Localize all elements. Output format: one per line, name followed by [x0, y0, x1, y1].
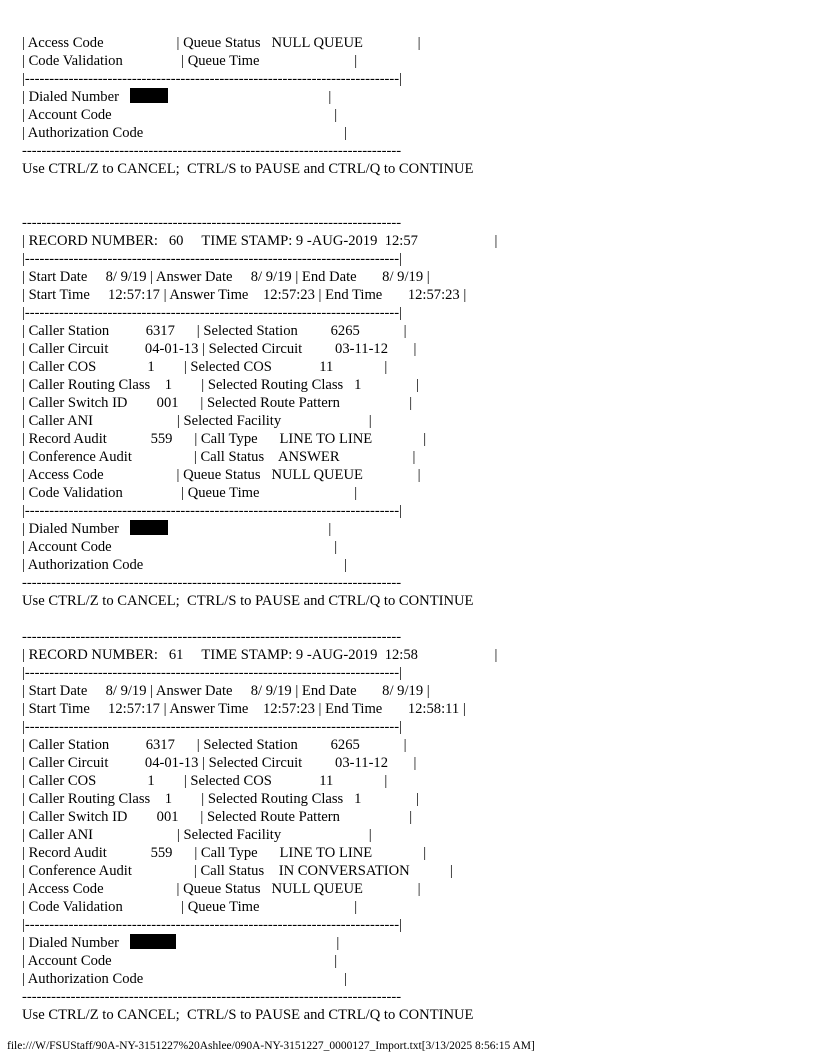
record-line — [22, 718, 402, 736]
redaction-box — [130, 934, 176, 949]
line-text: ------------------------------------------------------------------------------ — [22, 143, 402, 159]
line-text: | Account Code | — [22, 953, 338, 969]
line-text-tail: | — [175, 935, 340, 951]
line-text: | Record Audit 559 | Call Type LINE TO LINE | — [22, 431, 427, 447]
record-line — [22, 232, 497, 250]
record-line — [22, 124, 347, 142]
record-line — [22, 340, 416, 358]
line-text: | Dialed Number — [22, 89, 130, 105]
record-line — [22, 862, 453, 880]
record-line — [22, 898, 357, 916]
line-text: | Dialed Number — [22, 521, 130, 537]
record-line — [22, 736, 407, 754]
line-text: |-----------------------------------------------------------------------------| — [22, 71, 403, 87]
record-line — [22, 682, 430, 700]
record-line — [22, 880, 421, 898]
continue-prompt-line — [22, 592, 473, 610]
line-text: | Conference Audit | Call Status ANSWER | — [22, 449, 416, 465]
line-text: | Caller Circuit 04-01-13 | Selected Circuit 03-11-12 | — [22, 341, 417, 357]
line-text: |-----------------------------------------------------------------------------| — [22, 251, 403, 267]
record-line — [22, 646, 497, 664]
record-line — [22, 448, 415, 466]
line-text: ------------------------------------------------------------------------------ — [22, 989, 402, 1005]
record-line — [22, 358, 387, 376]
line-text: | Record Audit 559 | Call Type LINE TO LINE | — [22, 845, 427, 861]
line-text: | Code Validation | Queue Time | — [22, 485, 358, 501]
record-line — [22, 628, 401, 646]
line-text-tail: | — [167, 89, 332, 105]
record-line — [22, 970, 347, 988]
line-text: | RECORD NUMBER: 61 TIME STAMP: 9 -AUG-2019 12:58 | — [22, 647, 498, 663]
line-text: | Account Code | — [22, 539, 338, 555]
line-text: | Caller Switch ID 001 | Selected Route Pattern | — [22, 395, 413, 411]
file-path-footer: file:///W/FSUStaff/90A-NY-3151227%20Ashlee/090A-NY-3151227_0000127_Import.txt[3/13/2025 8:56:15 AM] — [7, 1040, 535, 1052]
line-text: | Access Code | Queue Status NULL QUEUE | — [22, 35, 421, 51]
line-text: | Authorization Code | — [22, 125, 347, 141]
line-text: |-----------------------------------------------------------------------------| — [22, 719, 403, 735]
line-text: | Start Time 12:57:17 | Answer Time 12:57:23 | End Time 12:57:23 | — [22, 287, 467, 303]
record-line — [22, 502, 402, 520]
line-text: |-----------------------------------------------------------------------------| — [22, 917, 403, 933]
record-line — [22, 52, 357, 70]
line-text: | Start Date 8/ 9/19 | Answer Date 8/ 9/19 | End Date 8/ 9/19 | — [22, 269, 430, 285]
record-line — [22, 286, 466, 304]
line-text: | Code Validation | Queue Time | — [22, 899, 358, 915]
line-text: | Access Code | Queue Status NULL QUEUE | — [22, 881, 421, 897]
line-text-tail: | — [167, 521, 332, 537]
record-line — [22, 574, 401, 592]
record-line — [22, 88, 331, 106]
line-text: ------------------------------------------------------------------------------ — [22, 215, 402, 231]
record-line — [22, 268, 430, 286]
continue-prompt-line — [22, 160, 473, 178]
record-line — [22, 412, 372, 430]
line-text: | Caller COS 1 | Selected COS 11 | — [22, 359, 388, 375]
continue-prompt-line — [22, 1006, 473, 1024]
line-text: | Caller Routing Class 1 | Selected Routing Class 1 | — [22, 377, 420, 393]
line-text: | Authorization Code | — [22, 971, 347, 987]
record-line — [22, 916, 402, 934]
record-line — [22, 952, 337, 970]
redaction-box — [130, 88, 168, 103]
record-line — [22, 214, 401, 232]
line-text: |-----------------------------------------------------------------------------| — [22, 503, 403, 519]
line-text: | Authorization Code | — [22, 557, 347, 573]
line-text: | Account Code | — [22, 107, 338, 123]
record-line — [22, 394, 412, 412]
record-line — [22, 538, 337, 556]
line-text: | Code Validation | Queue Time | — [22, 53, 358, 69]
record-line — [22, 754, 416, 772]
line-text: | Start Time 12:57:17 | Answer Time 12:57:23 | End Time 12:58:11 | — [22, 701, 466, 717]
record-line — [22, 520, 331, 538]
line-text: ------------------------------------------------------------------------------ — [22, 629, 402, 645]
line-text: | Dialed Number — [22, 935, 130, 951]
line-text: | Conference Audit | Call Status IN CONVERSATION | — [22, 863, 453, 879]
line-text: | Caller ANI | Selected Facility | — [22, 827, 372, 843]
line-text: | RECORD NUMBER: 60 TIME STAMP: 9 -AUG-2019 12:57 | — [22, 233, 498, 249]
record-line — [22, 556, 347, 574]
line-text: |-----------------------------------------------------------------------------| — [22, 665, 403, 681]
line-text: | Caller Circuit 04-01-13 | Selected Circuit 03-11-12 | — [22, 755, 417, 771]
record-line — [22, 466, 421, 484]
record-line — [22, 700, 466, 718]
redaction-box — [130, 520, 168, 535]
line-text: Use CTRL/Z to CANCEL; CTRL/S to PAUSE and CTRL/Q to CONTINUE — [22, 1007, 474, 1023]
line-text: | Access Code | Queue Status NULL QUEUE | — [22, 467, 421, 483]
record-line — [22, 34, 421, 52]
line-text: | Start Date 8/ 9/19 | Answer Date 8/ 9/19 | End Date 8/ 9/19 | — [22, 683, 430, 699]
line-text: | Caller Station 6317 | Selected Station 6265 | — [22, 737, 407, 753]
record-line — [22, 790, 419, 808]
line-text: Use CTRL/Z to CANCEL; CTRL/S to PAUSE and CTRL/Q to CONTINUE — [22, 161, 474, 177]
record-line — [22, 106, 337, 124]
record-line — [22, 844, 426, 862]
line-text: ------------------------------------------------------------------------------ — [22, 575, 402, 591]
line-text: | Caller COS 1 | Selected COS 11 | — [22, 773, 388, 789]
record-line — [22, 376, 419, 394]
record-line — [22, 322, 407, 340]
record-line — [22, 70, 402, 88]
record-line — [22, 142, 401, 160]
record-line — [22, 664, 402, 682]
line-text: | Caller Routing Class 1 | Selected Routing Class 1 | — [22, 791, 420, 807]
line-text: | Caller Station 6317 | Selected Station 6265 | — [22, 323, 407, 339]
record-line — [22, 304, 402, 322]
record-line — [22, 934, 339, 952]
record-line — [22, 250, 402, 268]
line-text: | Caller Switch ID 001 | Selected Route Pattern | — [22, 809, 413, 825]
record-line — [22, 826, 372, 844]
line-text: |-----------------------------------------------------------------------------| — [22, 305, 403, 321]
record-line — [22, 808, 412, 826]
line-text: Use CTRL/Z to CANCEL; CTRL/S to PAUSE and CTRL/Q to CONTINUE — [22, 593, 474, 609]
line-text: | Caller ANI | Selected Facility | — [22, 413, 372, 429]
record-line — [22, 772, 387, 790]
record-line — [22, 988, 401, 1006]
record-line — [22, 430, 426, 448]
record-line — [22, 484, 357, 502]
